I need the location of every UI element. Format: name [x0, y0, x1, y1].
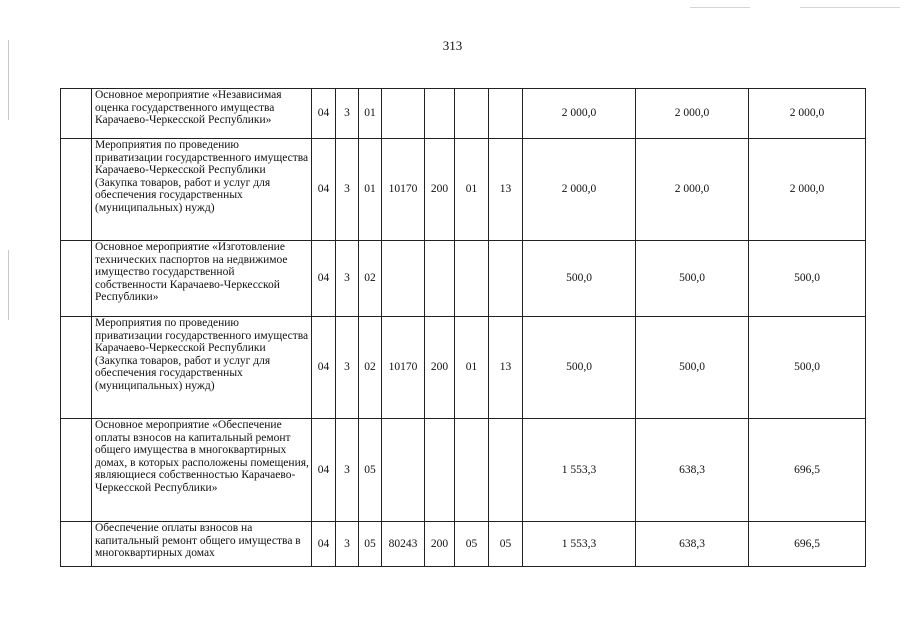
code-cell-5: 200: [425, 139, 455, 241]
value-cell-2: 638,3: [636, 522, 749, 567]
table-row: [61, 317, 866, 419]
value-cell-3: 2 000,0: [749, 89, 866, 139]
code-cell-4: 80243: [382, 522, 425, 567]
code-cell-4: [382, 419, 425, 522]
code-cell-5: 200: [425, 317, 455, 419]
code-cell-6: 01: [455, 139, 489, 241]
value-cell-1: 500,0: [523, 317, 636, 419]
code-cell-7: [489, 419, 523, 522]
code-cell-1: 04: [312, 139, 336, 241]
code-cell-2: 3: [336, 139, 359, 241]
code-cell-5: [425, 241, 455, 317]
table-row: [61, 241, 866, 317]
value-cell-2: 2 000,0: [636, 89, 749, 139]
page-number: 313: [442, 38, 463, 53]
value-cell-1: 1 553,3: [523, 419, 636, 522]
value-cell-1: 2 000,0: [523, 139, 636, 241]
code-cell-1: 04: [312, 419, 336, 522]
code-cell-7: [489, 241, 523, 317]
code-cell-7: 05: [489, 522, 523, 567]
value-cell-1: 500,0: [523, 241, 636, 317]
code-cell-5: [425, 419, 455, 522]
code-cell-4: 10170: [382, 139, 425, 241]
scan-edge-left: [8, 250, 9, 320]
code-cell-3: 05: [359, 419, 382, 522]
code-cell-6: [455, 419, 489, 522]
table-row: [61, 139, 866, 241]
blank-cell: [61, 139, 92, 241]
code-cell-3: 05: [359, 522, 382, 567]
value-cell-1: 1 553,3: [523, 522, 636, 567]
code-cell-6: [455, 89, 489, 139]
row-name: Обеспечение оплаты взносов на капитальный ремонт общего имущества в многоквартирных домах: [92, 522, 312, 567]
code-cell-2: 3: [336, 522, 359, 567]
code-cell-5: 200: [425, 522, 455, 567]
scan-edge-top: [800, 7, 900, 8]
code-cell-3: 02: [359, 317, 382, 419]
value-cell-2: 2 000,0: [636, 139, 749, 241]
blank-cell: [61, 522, 92, 567]
code-cell-3: 02: [359, 241, 382, 317]
value-cell-2: 638,3: [636, 419, 749, 522]
code-cell-1: 04: [312, 89, 336, 139]
code-cell-6: 01: [455, 317, 489, 419]
value-cell-3: 696,5: [749, 419, 866, 522]
code-cell-7: [489, 89, 523, 139]
blank-cell: [61, 317, 92, 419]
table-row: [61, 419, 866, 522]
blank-cell: [61, 89, 92, 139]
code-cell-4: 10170: [382, 317, 425, 419]
blank-cell: [61, 241, 92, 317]
code-cell-2: 3: [336, 317, 359, 419]
table-row: [61, 522, 866, 567]
value-cell-3: 2 000,0: [749, 139, 866, 241]
value-cell-3: 500,0: [749, 317, 866, 419]
code-cell-1: 04: [312, 317, 336, 419]
scan-edge-top: [690, 7, 750, 8]
value-cell-3: 696,5: [749, 522, 866, 567]
code-cell-7: 13: [489, 139, 523, 241]
code-cell-3: 01: [359, 139, 382, 241]
row-name: Мероприятия по проведению приватизации государственного имущества Карачаево-Черкесской Республики (Закупка товаров, работ и услуг для обеспечения государственных (муниципальных) нужд): [92, 317, 312, 419]
row-name: Основное мероприятие «Независимая оценка государственного имущества Карачаево-Черкесской Республики»: [92, 89, 312, 139]
code-cell-2: 3: [336, 419, 359, 522]
code-cell-5: [425, 89, 455, 139]
row-name: Основное мероприятие «Изготовление технических паспортов на недвижимое имущество государственной собственности Карачаево-Черкесской Республики»: [92, 241, 312, 317]
budget-table: [60, 88, 866, 567]
value-cell-2: 500,0: [636, 241, 749, 317]
value-cell-3: 500,0: [749, 241, 866, 317]
blank-cell: [61, 419, 92, 522]
code-cell-7: 13: [489, 317, 523, 419]
code-cell-4: [382, 89, 425, 139]
code-cell-6: [455, 241, 489, 317]
code-cell-6: 05: [455, 522, 489, 567]
code-cell-1: 04: [312, 522, 336, 567]
code-cell-2: 3: [336, 89, 359, 139]
scan-edge-left: [8, 40, 9, 120]
value-cell-2: 500,0: [636, 317, 749, 419]
table-body: [61, 89, 866, 567]
value-cell-1: 2 000,0: [523, 89, 636, 139]
code-cell-4: [382, 241, 425, 317]
row-name: Основное мероприятие «Обеспечение оплаты взносов на капитальный ремонт общего имущества в многоквартирных домах, в которых расположены помещения, являющиеся собственностью Карачаево-Черкесской Республики»: [92, 419, 312, 522]
code-cell-2: 3: [336, 241, 359, 317]
code-cell-3: 01: [359, 89, 382, 139]
table-row: [61, 89, 866, 139]
row-name: Мероприятия по проведению приватизации государственного имущества Карачаево-Черкесской Республики (Закупка товаров, работ и услуг для обеспечения государственных (муниципальных) нужд): [92, 139, 312, 241]
code-cell-1: 04: [312, 241, 336, 317]
